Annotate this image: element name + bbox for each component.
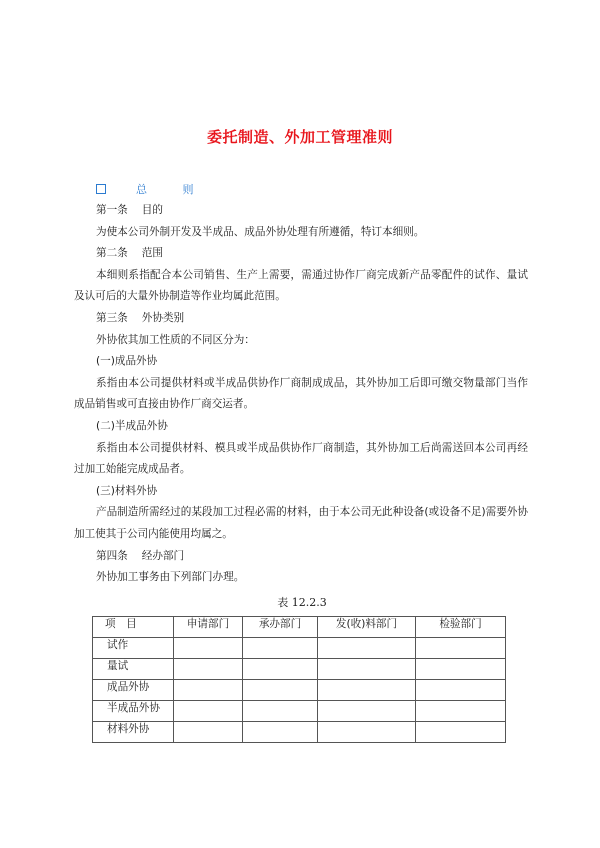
- paragraph: 本细则系指配合本公司销售、生产上需要，需通过协作厂商完成新产品零配件的试作、量试及认可后的大量外协制造等作业均属此范围。: [74, 268, 528, 303]
- table-cell: [243, 680, 318, 701]
- document-title: 委托制造、外加工管理准则: [206, 128, 393, 146]
- table-row: [93, 722, 506, 743]
- row-label: 材料外协: [93, 722, 174, 743]
- table-cell: [243, 638, 318, 659]
- table-header-row: [93, 617, 506, 638]
- table-cell: [318, 680, 416, 701]
- row-label: 量试: [93, 659, 174, 680]
- table-row: [93, 659, 506, 680]
- paragraph: 产品制造所需经过的某段加工过程必需的材料，由于本公司无此种设备(或设备不足)需要外协加工使其于公司内能使用均属之。: [74, 506, 529, 540]
- paragraph: 系指由本公司提供材料、模具或半成品供协作厂商制造，其外协加工后尚需送回本公司再经过加工始能完成成品者。: [74, 441, 528, 476]
- clause-heading: 第二条 范围: [96, 247, 163, 260]
- clause-heading: 第四条 经办部门: [96, 549, 185, 562]
- table-cell: [174, 659, 243, 680]
- section-label: 总 则: [136, 183, 210, 196]
- table-cell: [174, 638, 243, 659]
- table-cell: [174, 722, 243, 743]
- paragraph: 系指由本公司提供材料或半成品供协作厂商制成成品，其外协加工后即可缴交物量部门当作成品销售或可直接由协作厂商交运者。: [74, 376, 528, 411]
- paragraph: 外协加工事务由下列部门办理。: [96, 571, 245, 584]
- document-body: [74, 200, 528, 589]
- table-cell: [243, 722, 318, 743]
- subheading: (一)成品外协: [96, 355, 158, 368]
- table-row: [93, 638, 506, 659]
- column-header: 检验部门: [416, 617, 506, 638]
- column-header: 项 目: [93, 617, 174, 638]
- column-header: 承办部门: [243, 617, 318, 638]
- clause-heading: 第三条 外协类别: [96, 311, 185, 324]
- checkbox-icon: [96, 184, 106, 194]
- table-cell: [174, 701, 243, 722]
- table-cell: [416, 701, 506, 722]
- department-table: [92, 616, 506, 743]
- table-cell: [243, 659, 318, 680]
- table-cell: [174, 680, 243, 701]
- table-cell: [318, 722, 416, 743]
- table-cell: [318, 638, 416, 659]
- table-cell: [416, 638, 506, 659]
- table-cell: [416, 722, 506, 743]
- subheading: (二)半成品外协: [96, 419, 168, 432]
- section-heading: [96, 181, 210, 197]
- subheading: (三)材料外协: [96, 484, 158, 497]
- column-header: 发(收)料部门: [318, 617, 416, 638]
- paragraph: 为使本公司外制开发及半成品、成品外协处理有所遵循，特订本细则。: [96, 225, 425, 238]
- paragraph: 外协依其加工性质的不同区分为：: [96, 333, 255, 346]
- row-label: 半成品外协: [93, 701, 174, 722]
- table-cell: [318, 701, 416, 722]
- table-row: [93, 680, 506, 701]
- column-header: 申请部门: [174, 617, 243, 638]
- table-caption: 表 12.2.3: [277, 596, 327, 609]
- table-cell: [243, 701, 318, 722]
- table-row: [93, 701, 506, 722]
- row-label: 试作: [93, 638, 174, 659]
- table-cell: [416, 659, 506, 680]
- row-label: 成品外协: [93, 680, 174, 701]
- table-cell: [416, 680, 506, 701]
- clause-heading: 第一条 目的: [96, 204, 163, 216]
- table-cell: [318, 659, 416, 680]
